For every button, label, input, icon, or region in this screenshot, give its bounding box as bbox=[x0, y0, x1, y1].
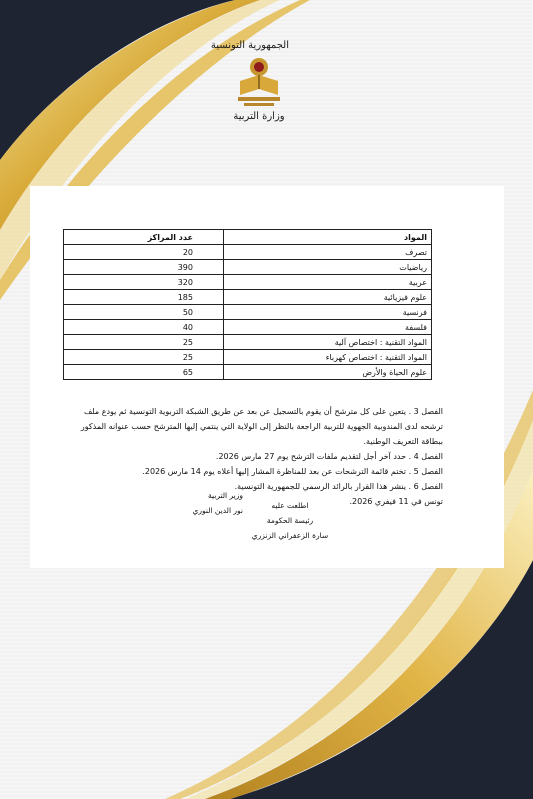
table-row bbox=[64, 245, 432, 260]
subject-cell: عربية bbox=[224, 275, 432, 290]
article-4: الفصل 4 . حدد آخر أجل لتقديم ملفات الترشح يوم 27 مارس 2026. bbox=[215, 452, 443, 461]
article-5: الفصل 5 . تختم قائمة الترشحات عن بعد للمناظرة المشار إليها أعلاه يوم 14 مارس 2026. bbox=[142, 467, 443, 476]
subject-cell: المواد التقنية : اختصاص آلية bbox=[224, 335, 432, 350]
emblem-icon bbox=[232, 51, 286, 111]
pm-name: سارة الزعفراني الزنزري bbox=[251, 531, 329, 540]
article-6: الفصل 6 . ينشر هذا القرار بالرائد الرسمي للجمهورية التونسية. bbox=[234, 482, 443, 491]
table-row bbox=[64, 290, 432, 305]
table-row bbox=[64, 350, 432, 365]
ministry-logo bbox=[210, 40, 289, 132]
article-3: الفصل 3 . يتعين على كل مترشح أن يقوم بالتسجيل عن بعد عن طريق الشبكة التربوية التونسية ثم يودع ملف ترشحه لدى المندوبية الجهوية للتربية الراجعة بالنظر إلى الولاية التي ينتمي إليها المترشح حسب عنوانه المذكور ببطاقة التعريف الوطنية. bbox=[80, 407, 443, 446]
centers-cell: 20 bbox=[64, 245, 224, 260]
document-sheet bbox=[30, 186, 504, 568]
minister-name: نور الدين النوري bbox=[192, 506, 243, 515]
centers-cell: 185 bbox=[64, 290, 224, 305]
centers-cell: 25 bbox=[64, 335, 224, 350]
header-centers: عدد المراكز bbox=[64, 230, 224, 245]
subject-cell: علوم فيزيائية bbox=[224, 290, 432, 305]
minister-signature bbox=[178, 488, 243, 518]
decree-articles bbox=[63, 404, 443, 509]
centers-cell: 25 bbox=[64, 350, 224, 365]
centers-cell: 50 bbox=[64, 305, 224, 320]
seen-label: اطلعت عليه bbox=[271, 501, 309, 510]
centers-cell: 65 bbox=[64, 365, 224, 380]
minister-title: وزير التربية bbox=[208, 491, 243, 500]
table-row bbox=[64, 305, 432, 320]
subject-cell: فلسفة bbox=[224, 320, 432, 335]
subject-cell: تصرف bbox=[224, 245, 432, 260]
subject-cell: علوم الحياة والأرض bbox=[224, 365, 432, 380]
subject-cell: فرنسية bbox=[224, 305, 432, 320]
table-row bbox=[64, 335, 432, 350]
subject-cell: المواد التقنية : اختصاص كهرباء bbox=[224, 350, 432, 365]
table-row bbox=[64, 320, 432, 335]
table-row bbox=[64, 365, 432, 380]
ministry-label: وزارة التربية bbox=[233, 111, 285, 122]
pm-title: رئيسة الحكومة bbox=[266, 516, 314, 525]
header-subject: المواد bbox=[224, 230, 432, 245]
centers-cell: 40 bbox=[64, 320, 224, 335]
pm-signature bbox=[245, 498, 335, 543]
table-row bbox=[64, 260, 432, 275]
republic-label: الجمهورية التونسية bbox=[210, 40, 289, 51]
table-row bbox=[64, 275, 432, 290]
decree-date: تونس في 11 فيفري 2026. bbox=[349, 497, 443, 506]
table-header-row bbox=[64, 230, 432, 245]
centers-cell: 320 bbox=[64, 275, 224, 290]
subjects-table bbox=[63, 229, 432, 380]
centers-cell: 390 bbox=[64, 260, 224, 275]
subject-cell: رياضيات bbox=[224, 260, 432, 275]
